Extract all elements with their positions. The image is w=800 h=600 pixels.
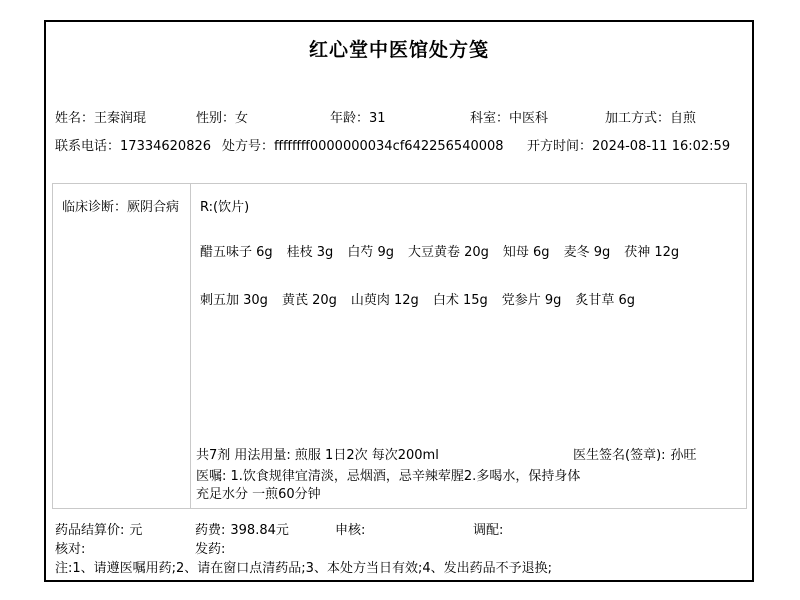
field-value: 中医科	[509, 111, 549, 126]
colon: ：	[496, 111, 510, 126]
field-review	[335, 519, 370, 538]
prescription-box-divider	[190, 184, 191, 508]
field-label: 性别	[196, 111, 223, 126]
field-label: 加工方式	[605, 111, 658, 126]
herb-item: 醋五味子 6g	[200, 245, 273, 260]
field-label: 临床诊断	[62, 200, 115, 215]
field-department	[470, 107, 548, 126]
page-title: 红心堂中医馆处方笺	[308, 39, 489, 61]
doctor-signature	[573, 444, 697, 463]
field-label: 医生签名(签章):	[573, 448, 666, 463]
field-value: 女	[235, 111, 249, 126]
colon: ：	[107, 139, 121, 154]
field-value: 398.84元	[230, 523, 289, 538]
field-label: 核对:	[55, 542, 86, 557]
herb-item: 黄芪 20g	[281, 293, 337, 308]
colon: ：	[579, 139, 593, 154]
clinical-diagnosis	[62, 196, 179, 215]
field-settlement-price	[55, 519, 142, 538]
field-value: 王秦润琨	[94, 111, 147, 126]
herb-item: 白术 15g	[432, 293, 488, 308]
field-value: 17334620826	[120, 139, 212, 154]
herb-item: 茯神 12g	[624, 245, 680, 260]
field-label: 发药:	[195, 542, 226, 557]
herb-item: 刺五加 30g	[200, 293, 268, 308]
field-dispense	[473, 519, 508, 538]
field-label: 姓名	[55, 111, 82, 126]
field-value: 孙旺	[670, 448, 697, 463]
colon: ：	[261, 139, 275, 154]
field-phone	[55, 135, 211, 154]
field-label: 药品结算价:	[55, 523, 125, 538]
medical-advice-line-1: 医嘱: 1.饮食规律宜清淡，忌烟酒，忌辛辣荤腥2.多喝水，保持身体	[196, 469, 581, 484]
field-value: ffffffff0000000034cf642256540008	[274, 139, 504, 154]
field-value: 2024-08-11 16:02:59	[592, 139, 731, 154]
herb-item: 知母 6g	[502, 245, 550, 260]
field-label: 科室	[470, 111, 497, 126]
field-value: 元	[129, 523, 143, 538]
herb-item: 大豆黄卷 20g	[407, 245, 489, 260]
colon: ：	[81, 111, 95, 126]
field-value: 厥阴合病	[127, 200, 180, 215]
field-label: 开方时间	[527, 139, 580, 154]
field-check	[55, 538, 90, 557]
colon: ：	[222, 111, 236, 126]
field-value: 31	[369, 111, 386, 126]
field-rx-time	[527, 135, 730, 154]
herb-item: 麦冬 9g	[563, 245, 611, 260]
field-label: 处方号	[222, 139, 262, 154]
field-label: 调配:	[473, 523, 504, 538]
herb-item: 桂枝 3g	[286, 245, 334, 260]
footer-note: 注:1、请遵医嘱用药;2、请在窗口点清药品;3、本处方当日有效;4、发出药品不予退换;	[55, 561, 552, 576]
herb-item: 山萸肉 12g	[350, 293, 419, 308]
rx-header: R:(饮片)	[200, 200, 250, 215]
field-value: 自煎	[670, 111, 697, 126]
colon: ：	[114, 200, 128, 215]
field-label: 药费:	[195, 523, 226, 538]
herb-line-1	[200, 241, 693, 260]
field-label: 申核:	[335, 523, 366, 538]
field-processing-method	[605, 107, 696, 126]
field-issue	[195, 538, 230, 557]
field-gender	[196, 107, 248, 126]
field-age	[330, 107, 386, 126]
herb-item: 炙甘草 6g	[575, 293, 636, 308]
colon: ：	[657, 111, 671, 126]
herb-item: 白芍 9g	[347, 245, 394, 260]
field-rx-number	[222, 135, 504, 154]
usage-line: 共7剂 用法用量: 煎服 1日2次 每次200ml	[196, 448, 439, 463]
field-name	[55, 107, 146, 126]
field-label: 联系电话	[55, 139, 108, 154]
herb-item: 党参片 9g	[501, 293, 562, 308]
herb-line-2	[200, 289, 649, 308]
colon: ：	[356, 111, 370, 126]
field-medicine-fee	[195, 519, 289, 538]
medical-advice-line-2: 充足水分 一煎60分钟	[196, 487, 321, 502]
field-label: 年龄	[330, 111, 357, 126]
